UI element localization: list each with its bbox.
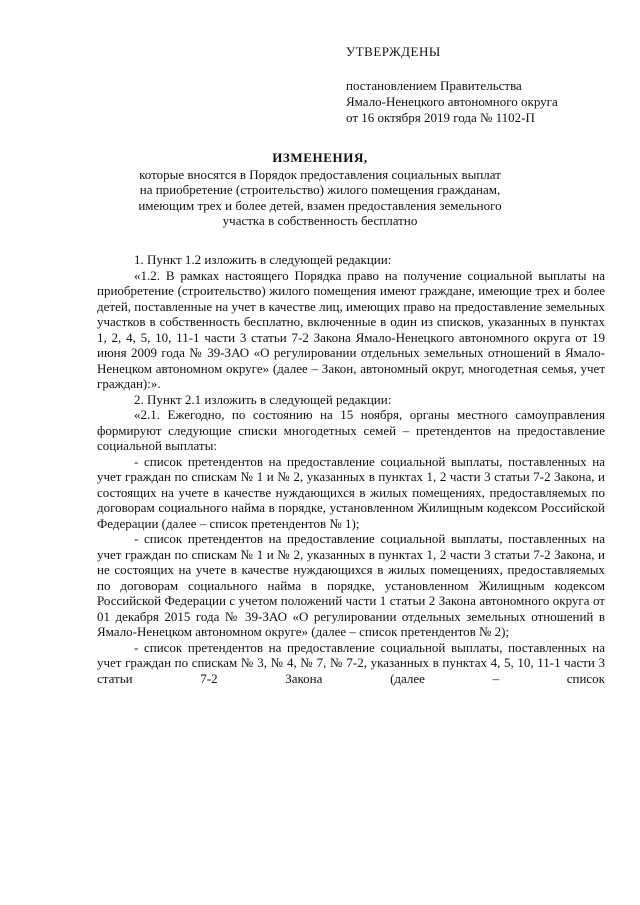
- approval-line: Ямало-Ненецкого автономного округа: [346, 94, 558, 109]
- document-subtitle-line: на приобретение (строительство) жилого помещения гражданам,: [139, 182, 501, 197]
- body-list-item: - список претендентов на предоставление социальной выплаты, поставленных на учет граждан по спискам № 3, № 4, № 7, № 7-2, указанных в пунктах 4, 5, 10, 11-1 части 3 статьи 7-2 Закона (далее – список: [97, 639, 605, 686]
- approval-block: [346, 44, 616, 126]
- document-subtitle-line: имеющим трех и более детей, взамен предоставления земельного: [138, 197, 502, 213]
- body-paragraph: «1.2. В рамках настоящего Порядка право на получение социальной выплаты на приобретение (строительство) жилого помещения имеют граждане, имеющие трех и более детей, поставленные на учет в качестве лиц, имеющих право на предоставление земельных участков в собственность бесплатно, включенные в один из списков, указанных в пунктах 1, 2, 4, 5, 10, 11-1 части 3 статьи 7-2 Закона Ямало-Ненецкого автономного округа от 19 июня 2009 года № 39-ЗАО «О регулировании отдельных земельных отношений в Ямало-Ненецком автономном округе» (далее – Закон, автономный округ, многодетная семья, учет граждан):».: [97, 267, 605, 391]
- document-title-block: [100, 150, 540, 229]
- approval-line: постановлением Правительства: [346, 78, 522, 93]
- body-list-item: - список претендентов на предоставление социальной выплаты, поставленных на учет граждан по спискам № 1 и № 2, указанных в пунктах 1, 2 части 3 статьи 7-2 Закона, и не состоящих на учете в качестве нуждающихся в жилых помещениях, предоставляемых по договорам социального найма в порядке, установленном Жилищным кодексом Российской Федерации с учетом положений части 1 статьи 2 Закона автономного округа от 01 декабря 2015 года № 39-ЗАО «О регулировании отдельных земельных отношений в Ямало-Ненецком автономном округе» (далее – список претендентов № 2);: [97, 531, 605, 639]
- approval-heading: УТВЕРЖДЕНЫ: [346, 44, 441, 59]
- body-paragraph: «2.1. Ежегодно, по состоянию на 15 ноября, органы местного самоуправления формируют следующие списки многодетных семей – претендентов на предоставление социальной выплаты:: [97, 407, 605, 453]
- body-list-item: - список претендентов на предоставление социальной выплаты, поставленных на учет граждан по спискам № 1 и № 2, указанных в пунктах 1, 2 части 3 статьи 7-2 Закона, и состоящих на учете в качестве нуждающихся в жилых помещениях, предоставляемых по договорам социального найма в порядке, установленном Жилищным кодексом Российской Федерации (далее – список претендентов № 1);: [97, 453, 605, 531]
- body-paragraph: 1. Пункт 1.2 изложить в следующей редакции:: [134, 252, 392, 267]
- document-body: [97, 252, 605, 686]
- body-paragraph: 2. Пункт 2.1 изложить в следующей редакции:: [134, 391, 392, 407]
- document-subtitle-line: которые вносятся в Порядок предоставления социальных выплат: [139, 166, 501, 182]
- approval-line: от 16 октября 2019 года № 1102-П: [346, 110, 535, 125]
- document-subtitle-line: участка в собственность бесплатно: [222, 213, 418, 228]
- document-title: ИЗМЕНЕНИЯ,: [272, 150, 368, 165]
